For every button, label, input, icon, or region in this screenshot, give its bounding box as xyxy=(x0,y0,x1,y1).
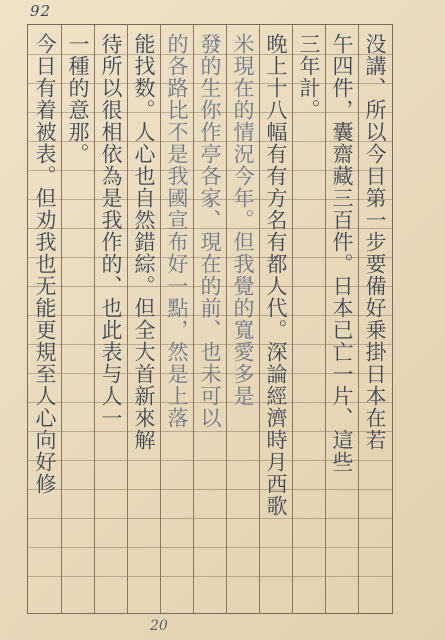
column-text: 午四件，囊齋藏三百件。日本已亡一片、這些 xyxy=(330,33,354,473)
text-column-10 xyxy=(61,33,94,605)
footer-mark: 20 xyxy=(150,618,168,634)
column-text: 三年計。 xyxy=(297,33,321,121)
page-number: 92 xyxy=(30,2,52,20)
column-text: 待所以很相依為是我作的、也此表与人一 xyxy=(99,33,123,429)
text-column-2 xyxy=(325,33,358,605)
text-column-4 xyxy=(259,33,292,605)
column-text: 能找数。人心也自然錯綜。但全大首新來解 xyxy=(132,33,156,451)
text-column-6 xyxy=(193,33,226,605)
text-column-1 xyxy=(358,33,391,605)
column-text: 一種的意那。 xyxy=(66,33,90,165)
column-text: 晚上十八幅有有方名有都人代。深論經濟時月西歌 xyxy=(264,33,288,517)
text-column-3 xyxy=(292,33,325,605)
column-text: 發的生你作亭各家、現在的前、也未可以 xyxy=(198,33,222,429)
text-column-11 xyxy=(28,33,61,605)
column-text: 今日有着被表。但劝我也无能更規至人心向好修 xyxy=(33,33,57,495)
column-text: 的各路比不是我國宣布好一點，然是上落 xyxy=(165,33,189,429)
text-column-7 xyxy=(160,33,193,605)
column-text: 没講、所以今日第一步要備好乗掛日本在若 xyxy=(363,33,387,451)
text-column-8 xyxy=(127,33,160,605)
text-column-5 xyxy=(226,33,259,605)
manuscript-grid xyxy=(27,24,393,614)
column-text: 米現在的情況今年。但我覺的寬愛多是 xyxy=(231,33,255,407)
text-column-9 xyxy=(94,33,127,605)
